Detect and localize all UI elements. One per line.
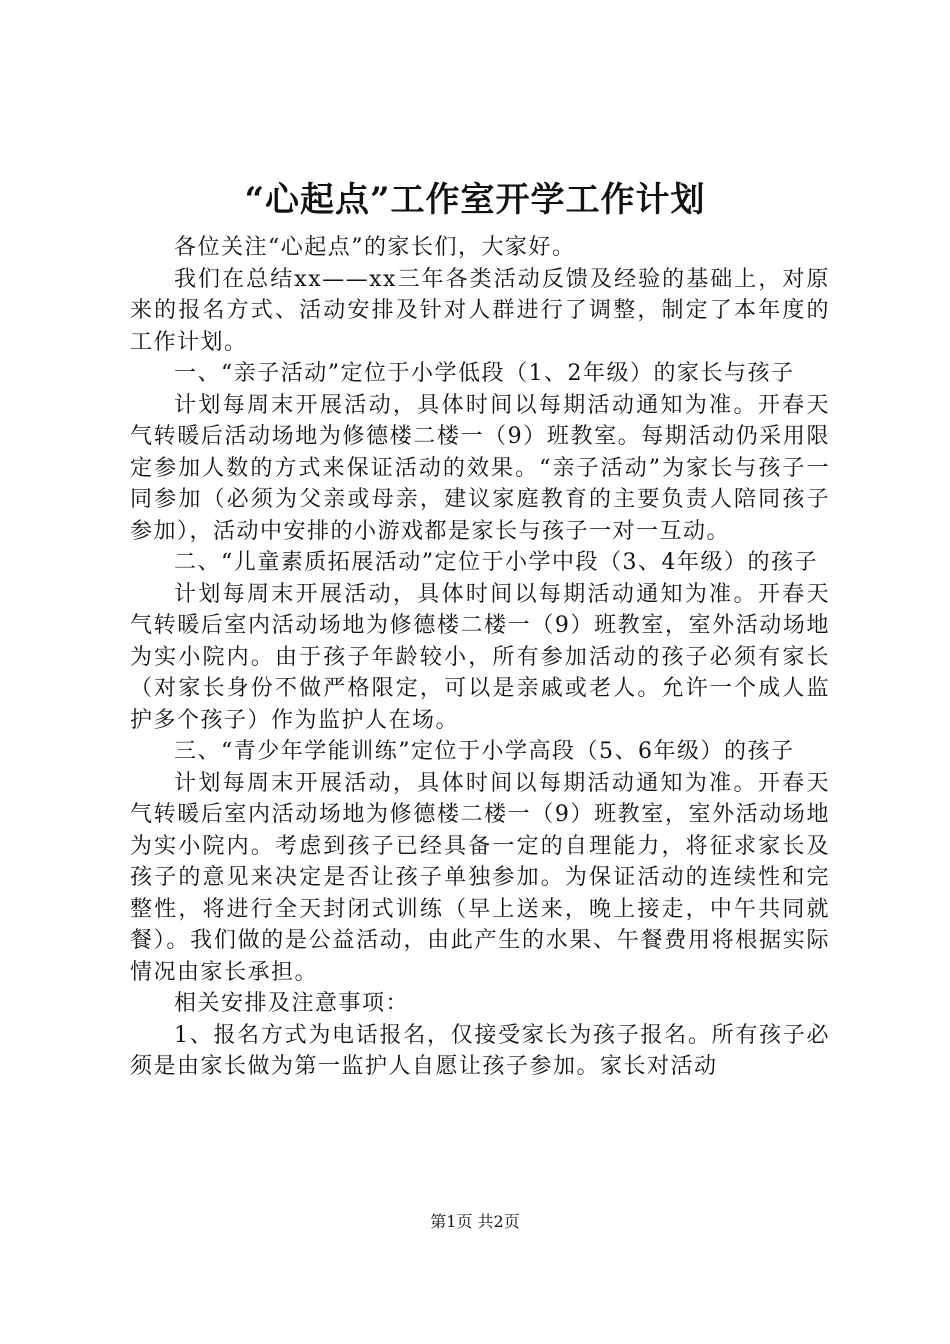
paragraph-section-3: 计划每周末开展活动，具体时间以每期活动通知为准。开春天气转暖后室内活动场地为修德楼二楼一（9）班教室，室外活动场地为实小院内。考虑到孩子已经具备一定的自理能力，将征求家长及孩子的意见来决定是否让孩子单独参加。为保证活动的连续性和完整性，将进行全天封闭式训练（早上送来，晚上接走，中午共同就餐）。我们做的是公益活动，由此产生的水果、午餐费用将根据实际情况由家长承担。	[130, 770, 830, 985]
document-body	[130, 232, 830, 1083]
section-heading-3: 三、“青少年学能训练”定位于小学高段（5、6年级）的孩子	[174, 739, 795, 764]
paragraph-section-1: 计划每周末开展活动，具体时间以每期活动通知为准。开春天气转暖后活动场地为修德楼二楼一（9）班教室。每期活动仍采用限定参加人数的方式来保证活动的效果。“亲子活动”为家长与孩子一同参加（必须为父亲或母亲，建议家庭教育的主要负责人陪同孩子参加），活动中安排的小游戏都是家长与孩子一对一互动。	[130, 392, 830, 544]
paragraph-greeting: 各位关注“心起点”的家长们，大家好。	[174, 235, 576, 260]
paragraph-section-2: 计划每周末开展活动，具体时间以每期活动通知为准。开春天气转暖后室内活动场地为修德楼二楼一（9）班教室，室外活动场地为实小院内。由于孩子年龄较小，所有参加活动的孩子必须有家长（对家长身份不做严格限定，可以是亲戚或老人。允许一个成人监护多个孩子）作为监护人在场。	[130, 581, 830, 733]
document-title: “心起点”工作室开学工作计划	[244, 180, 706, 220]
notes-item-1: 1、报名方式为电话报名，仅接受家长为孩子报名。所有孩子必须是由家长做为第一监护人自愿让孩子参加。家长对活动	[130, 1022, 830, 1079]
notes-heading: 相关安排及注意事项：	[174, 991, 410, 1016]
section-heading-2: 二、“儿童素质拓展活动”定位于小学中段（3、4年级）的孩子	[174, 550, 818, 575]
section-heading-1: 一、“亲子活动”定位于小学低段（1、2年级）的家长与孩子	[174, 361, 795, 386]
paragraph-intro: 我们在总结xx——xx三年各类活动反馈及经验的基础上，对原来的报名方式、活动安排及针对人群进行了调整，制定了本年度的工作计划。	[130, 266, 830, 355]
page-number: 第1页 共2页	[430, 1212, 520, 1231]
